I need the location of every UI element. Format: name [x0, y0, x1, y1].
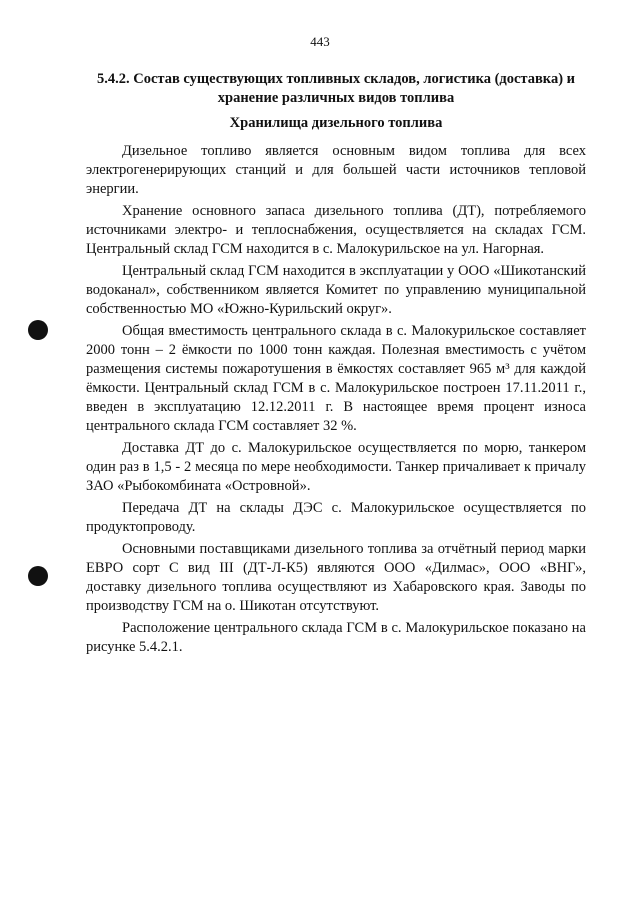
- paragraph: Расположение центрального склада ГСМ в с. Малокурильское показано на рисунке 5.4.2.1.: [86, 620, 586, 655]
- page-number: 443: [310, 34, 330, 49]
- document-body: [86, 70, 586, 660]
- paragraph: Общая вместимость центрального склада в с. Малокурильское составляет 2000 тонн – 2 ёмкости по 1000 тонн каждая. Полезная вместимость с учётом размещения системы пожаротушения в ёмкостях составляет 965 м³ для каждой ёмкости. Центральный склад ГСМ в с. Малокурильское построен 17.11.2011 г., введен в эксплуатацию 12.12.2011 г. В настоящее время процент износа центрального склада ГСМ составляет 32 %.: [86, 323, 586, 434]
- paragraph: Дизельное топливо является основным видом топлива для всех электрогенерирующих станций и для большей части источников тепловой энергии.: [86, 143, 586, 197]
- paragraph: Центральный склад ГСМ находится в эксплуатации у ООО «Шикотанский водоканал», собственником является Комитет по управлению муниципальной собственностью МО «Южно-Курильский округ».: [86, 263, 586, 317]
- paragraph: Хранение основного запаса дизельного топлива (ДТ), потребляемого источниками электро- и теплоснабжения, осуществляется на складах ГСМ. Центральный склад ГСМ находится в с. Малокурильское на ул. Нагорная.: [86, 203, 586, 257]
- section-heading: 5.4.2. Состав существующих топливных складов, логистика (доставка) и хранение различных видов топлива: [96, 71, 575, 106]
- paragraph: Основными поставщиками дизельного топлива за отчётный период марки ЕВРО сорт С вид III (ДТ-Л-К5) являются ООО «Дилмас», ООО «ВНГ», доставку дизельного топлива осуществляют из Хабаровского края. Заводы по производству ГСМ на о. Шикотан отсутствуют.: [86, 541, 586, 614]
- paragraph: Доставка ДТ до с. Малокурильское осуществляется по морю, танкером один раз в 1,5 - 2 месяца по мере необходимости. Танкер причаливает к причалу ЗАО «Рыбокомбината «Островной».: [86, 440, 586, 494]
- paragraph: Передача ДТ на склады ДЭС с. Малокурильское осуществляется по продуктопроводу.: [86, 500, 586, 535]
- sub-heading: Хранилища дизельного топлива: [229, 115, 443, 131]
- punch-hole-mark: [28, 566, 48, 586]
- punch-hole-mark: [28, 320, 48, 340]
